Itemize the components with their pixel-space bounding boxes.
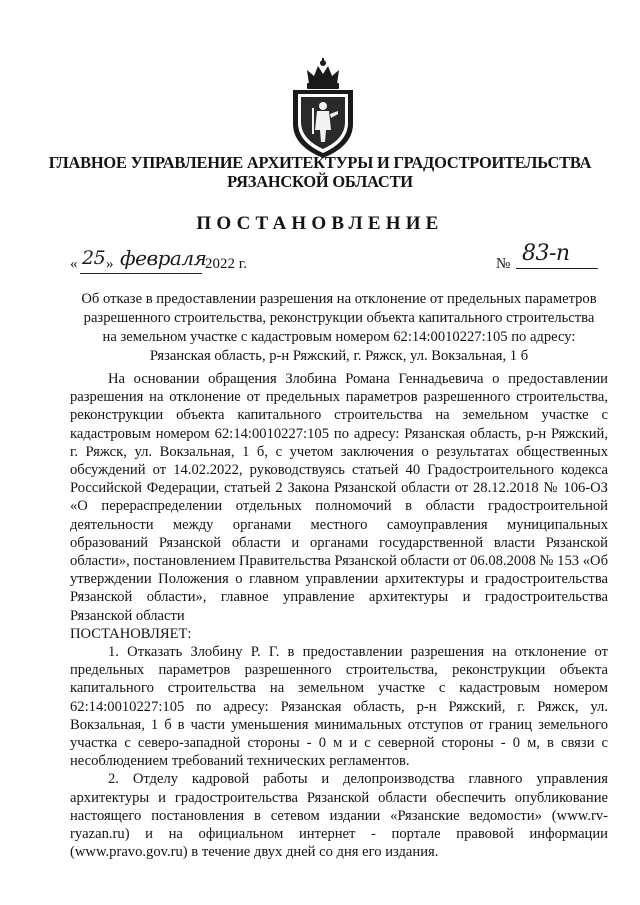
subject-line-3: на земельном участке с кадастровым номером 62:14:0010227:105 по адресу: — [102, 329, 576, 345]
resolves-heading: ПОСТАНОВЛЯЕТ: — [70, 625, 192, 642]
ryazan-coat-of-arms-icon — [283, 58, 363, 160]
subject-line-2: разрешенного строительства, реконструкции объекта капитального строительства — [83, 310, 595, 326]
date-underline — [80, 273, 202, 274]
number-underline — [516, 268, 598, 269]
date-open-quote: « — [70, 256, 78, 272]
item-2-paragraph: 2. Отделу кадровой работы и делопроизводства главного управления архитектуры и градостроительства Рязанской области обеспечить опубликование настоящего постановления в сетевом издании «Рязанские ведомости» (www.rv-ryazan.ru) и на официальном интернет - портале правовой информации (www.pravo.gov.ru) в течение двух дней со дня его издания. — [70, 771, 608, 861]
date-number-row — [70, 241, 610, 275]
organization-name-line1: ГЛАВНОЕ УПРАВЛЕНИЕ АРХИТЕКТУРЫ И ГРАДОСТРОИТЕЛЬСТВА — [48, 153, 592, 172]
date-month-handwritten: февраля — [120, 246, 207, 270]
document-body — [70, 370, 608, 861]
subject-line-1: Об отказе в предоставлении разрешения на отклонение от предельных параметров — [81, 291, 597, 307]
date-close-quote: » — [106, 256, 114, 272]
item-1-paragraph: 1. Отказать Злобину Р. Г. в предоставлении разрешения на отклонение от предельных параметров разрешенного строительства, реконструкции объекта капитального строительства на земельном участке с кадастровым номером 62:14:0010227:105 по адресу: Рязанская область, р-н Ряжский, г. Ряжск, ул. Вокзальная, 1 б в части уменьшения минимальных отступов от границ земельного участка с северо-западной стороны - 0 м и с северной стороны - 0 м, в связи с несоблюдением требований технических регламентов. — [70, 644, 608, 770]
date-day-handwritten: 25 — [82, 247, 106, 269]
document-type-title: ПОСТАНОВЛЕНИЕ — [196, 213, 444, 234]
number-label: № — [496, 256, 511, 272]
date-year: 2022 г. — [205, 256, 247, 272]
preamble-paragraph: На основании обращения Злобина Романа Геннадьевича о предоставлении разрешения на отклонение от предельных параметров разрешенного строительства, реконструкции объекта капитального строительства на земельном участке с кадастровым номером 62:14:0010227:105 по адресу: Рязанская область, р-н Ряжский, г. Ряжск, ул. Вокзальная, 1 б, с учетом заключения о результатах общественных обсуждений от 14.02.2022, руководствуясь статьей 40 Градостроительного кодекса Российской Федерации, статьей 2 Закона Рязанской области от 28.12.2018 № 106-ОЗ «О перераспределении отдельных полномочий в области градостроительной деятельности между органами местного самоуправления муниципальных образований Рязанской области и органами государственной власти Рязанской области», постановлением Правительства Рязанской области от 06.08.2008 № 153 «Об утверждении Положения о главном управлении архитектуры и градостроительства Рязанской области», главное управление архитектуры и градостроительства Рязанской области — [70, 371, 608, 624]
organization-name-line2: РЯЗАНСКОЙ ОБЛАСТИ — [227, 172, 413, 191]
document-subject — [70, 290, 608, 366]
subject-line-4: Рязанская область, р-н Ряжский, г. Ряжск, ул. Вокзальная, 1 б — [149, 348, 529, 364]
document-number-handwritten: 83-п — [522, 241, 570, 266]
